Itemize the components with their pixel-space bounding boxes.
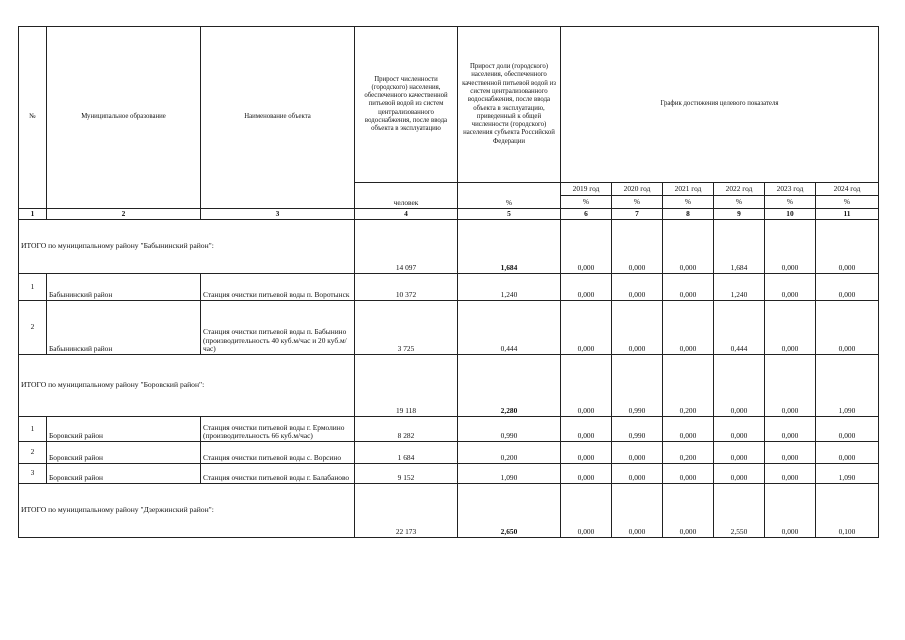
unit-percent-2019: % [561, 196, 612, 209]
year-value-2021: 0,200 [663, 442, 714, 464]
year-value-2019: 0,000 [561, 355, 612, 417]
year-value-2021: 0,200 [663, 355, 714, 417]
year-value-2020: 0,000 [612, 301, 663, 355]
row-number: 3 [19, 464, 47, 484]
year-value-2024: 0,100 [816, 484, 879, 538]
year-value-2022: 0,000 [714, 417, 765, 442]
share-value: 2,280 [458, 355, 561, 417]
year-value-2022: 0,000 [714, 355, 765, 417]
row-number: 1 [19, 417, 47, 442]
year-value-2022: 2,550 [714, 484, 765, 538]
header-no: № [19, 27, 47, 209]
col-number: 2 [47, 209, 201, 220]
col-number: 11 [816, 209, 879, 220]
year-value-2023: 0,000 [765, 220, 816, 274]
district-total-label: ИТОГО по муниципальному району "Боровский район": [19, 355, 355, 417]
district-name: Боровский район [47, 464, 201, 484]
year-2022: 2022 год [714, 183, 765, 196]
district-total-row [19, 355, 879, 417]
year-value-2024: 1,090 [816, 464, 879, 484]
population-value: 14 097 [355, 220, 458, 274]
share-value: 2,650 [458, 484, 561, 538]
col-number: 10 [765, 209, 816, 220]
population-value: 8 282 [355, 417, 458, 442]
share-value: 1,240 [458, 274, 561, 301]
col-number: 4 [355, 209, 458, 220]
year-value-2024: 0,000 [816, 220, 879, 274]
row-number: 1 [19, 274, 47, 301]
year-value-2021: 0,000 [663, 417, 714, 442]
object-row [19, 464, 879, 484]
col-number: 3 [201, 209, 355, 220]
year-value-2019: 0,000 [561, 220, 612, 274]
year-value-2019: 0,000 [561, 301, 612, 355]
year-value-2024: 0,000 [816, 442, 879, 464]
district-name: Боровский район [47, 442, 201, 464]
unit-people: человек [355, 183, 458, 209]
year-value-2020: 0,000 [612, 484, 663, 538]
year-value-2024: 1,090 [816, 355, 879, 417]
share-value: 1,090 [458, 464, 561, 484]
object-name: Станция очистки питьевой воды п. Воротынск [201, 274, 355, 301]
year-value-2019: 0,000 [561, 484, 612, 538]
year-value-2024: 0,000 [816, 274, 879, 301]
object-row [19, 274, 879, 301]
year-value-2020: 0,000 [612, 274, 663, 301]
population-value: 1 684 [355, 442, 458, 464]
header-object-name: Наименование объекта [201, 27, 355, 209]
unit-percent-2024: % [816, 196, 879, 209]
share-value: 0,200 [458, 442, 561, 464]
population-value: 10 372 [355, 274, 458, 301]
object-name: Станция очистки питьевой воды г. Балабаново [201, 464, 355, 484]
share-value: 0,990 [458, 417, 561, 442]
population-value: 9 152 [355, 464, 458, 484]
header-municipality: Муниципальное образование [47, 27, 201, 209]
year-value-2020: 0,000 [612, 220, 663, 274]
year-2024: 2024 год [816, 183, 879, 196]
target-indicator-table [18, 26, 879, 538]
year-value-2023: 0,000 [765, 274, 816, 301]
year-value-2021: 0,000 [663, 464, 714, 484]
header-schedule: График достижения целевого показателя [561, 27, 879, 183]
district-name: Бабынинский район [47, 301, 201, 355]
year-value-2022: 0,000 [714, 442, 765, 464]
district-total-row [19, 220, 879, 274]
year-2023: 2023 год [765, 183, 816, 196]
col-number: 5 [458, 209, 561, 220]
year-value-2020: 0,000 [612, 442, 663, 464]
object-row [19, 301, 879, 355]
object-name: Станция очистки питьевой воды п. Бабынино (производительность 40 куб.м/час и 20 куб.м/час) [201, 301, 355, 355]
year-value-2024: 0,000 [816, 417, 879, 442]
population-value: 3 725 [355, 301, 458, 355]
year-value-2023: 0,000 [765, 484, 816, 538]
unit-percent-2021: % [663, 196, 714, 209]
year-value-2019: 0,000 [561, 417, 612, 442]
unit-percent: % [458, 183, 561, 209]
year-value-2023: 0,000 [765, 442, 816, 464]
district-total-label: ИТОГО по муниципальному району "Дзержинский район": [19, 484, 355, 538]
row-number: 2 [19, 442, 47, 464]
column-number-row [19, 209, 879, 220]
year-value-2023: 0,000 [765, 355, 816, 417]
col-number: 8 [663, 209, 714, 220]
col-number: 7 [612, 209, 663, 220]
object-row [19, 442, 879, 464]
district-total-row [19, 484, 879, 538]
row-number: 2 [19, 301, 47, 355]
year-value-2024: 0,000 [816, 301, 879, 355]
district-total-label: ИТОГО по муниципальному району "Бабынинский район": [19, 220, 355, 274]
year-value-2020: 0,990 [612, 417, 663, 442]
col-number: 6 [561, 209, 612, 220]
col-number: 9 [714, 209, 765, 220]
district-name: Боровский район [47, 417, 201, 442]
year-value-2021: 0,000 [663, 220, 714, 274]
object-row [19, 417, 879, 442]
year-value-2023: 0,000 [765, 301, 816, 355]
year-value-2019: 0,000 [561, 442, 612, 464]
share-value: 1,684 [458, 220, 561, 274]
unit-percent-2022: % [714, 196, 765, 209]
year-2019: 2019 год [561, 183, 612, 196]
year-value-2019: 0,000 [561, 274, 612, 301]
header-share-growth: Прирост доли (городского) населения, обеспеченного качественной питьевой водой из систем централизованного водоснабжения, после ввода объекта в эксплуатацию, приведенный к общей численности (городского) населения субъекта Российской Федерации [458, 27, 561, 183]
year-2021: 2021 год [663, 183, 714, 196]
year-value-2021: 0,000 [663, 301, 714, 355]
year-2020: 2020 год [612, 183, 663, 196]
population-value: 22 173 [355, 484, 458, 538]
district-name: Бабынинский район [47, 274, 201, 301]
year-value-2020: 0,000 [612, 464, 663, 484]
year-value-2019: 0,000 [561, 464, 612, 484]
year-value-2022: 0,444 [714, 301, 765, 355]
unit-percent-2020: % [612, 196, 663, 209]
share-value: 0,444 [458, 301, 561, 355]
header-population-growth: Прирост численности (городского) населения, обеспеченного качественной питьевой водой из систем централизованного водоснабжения, после ввода объекта в эксплуатацию [355, 27, 458, 183]
year-value-2022: 1,240 [714, 274, 765, 301]
year-value-2022: 0,000 [714, 464, 765, 484]
population-value: 19 118 [355, 355, 458, 417]
year-value-2021: 0,000 [663, 274, 714, 301]
object-name: Станция очистки питьевой воды г. Ермолино (производительность 66 куб.м/час) [201, 417, 355, 442]
unit-percent-2023: % [765, 196, 816, 209]
object-name: Станция очистки питьевой воды с. Ворсино [201, 442, 355, 464]
col-number: 1 [19, 209, 47, 220]
year-value-2022: 1,684 [714, 220, 765, 274]
year-value-2023: 0,000 [765, 417, 816, 442]
year-value-2020: 0,990 [612, 355, 663, 417]
year-value-2023: 0,000 [765, 464, 816, 484]
year-value-2021: 0,000 [663, 484, 714, 538]
